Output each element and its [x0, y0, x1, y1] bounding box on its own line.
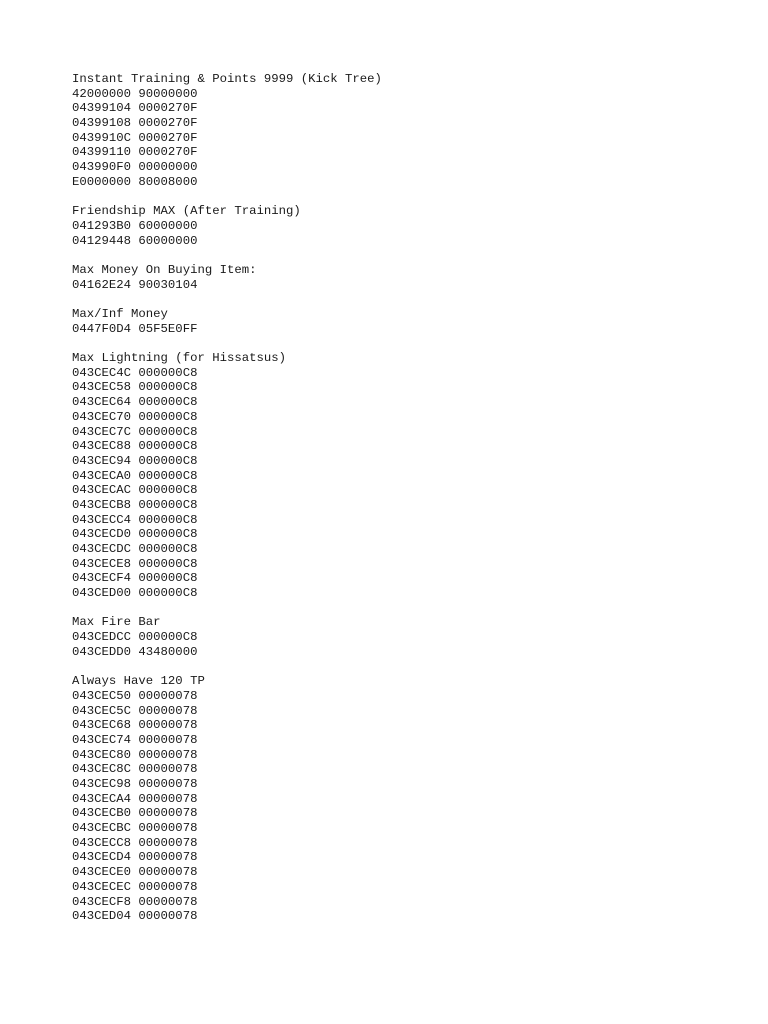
code-line: 043CECDC 000000C8	[72, 542, 198, 556]
code-line: 043CEC4C 000000C8	[72, 365, 198, 380]
code-line: 043CEC98 00000078	[72, 777, 198, 791]
code-line: 043CECA4 00000078	[72, 791, 198, 806]
code-line: 043CEC5C 00000078	[72, 703, 198, 718]
code-line: 043CEC64 000000C8	[72, 395, 198, 410]
code-line: 043CECD4 00000078	[72, 850, 198, 865]
section-title: Always Have 120 TP	[72, 674, 205, 689]
code-line: 043CED04 00000078	[72, 909, 198, 924]
code-section	[72, 674, 712, 924]
code-line: 04399104 0000270F	[72, 101, 198, 116]
code-line: 043CECF4 000000C8	[72, 571, 198, 586]
code-line: 043CECAC 000000C8	[72, 483, 198, 498]
code-line: 043CECE0 00000078	[72, 865, 198, 880]
code-line: 043CEC88 000000C8	[72, 439, 198, 454]
section-title: Max Lightning (for Hissatsus)	[72, 351, 287, 366]
code-line: 043CEDCC 000000C8	[72, 630, 198, 645]
code-section	[72, 307, 712, 336]
code-line: 043CEDD0 43480000	[72, 644, 198, 659]
code-line: 043CECC4 000000C8	[72, 512, 198, 527]
code-line: 041293B0 60000000	[72, 218, 198, 233]
code-line: E0000000 80008000	[72, 174, 198, 189]
code-line: 043990F0 00000000	[72, 160, 198, 175]
code-line: 043CECE8 000000C8	[72, 556, 198, 571]
code-line: 043CECBC 00000078	[72, 821, 198, 836]
code-line: 043CECA0 000000C8	[72, 468, 198, 483]
code-line: 043CEC7C 000000C8	[72, 424, 198, 439]
code-line: 0439910C 0000270F	[72, 130, 198, 145]
code-line: 043CECC8 00000078	[72, 835, 198, 850]
code-line: 043CEC58 000000C8	[72, 380, 198, 395]
section-title: Instant Training & Points 9999 (Kick Tree)	[72, 72, 382, 86]
code-line: 043CEC70 000000C8	[72, 409, 198, 424]
cheat-code-document	[72, 72, 712, 939]
code-line: 043CED00 000000C8	[72, 586, 198, 601]
code-line: 043CECEC 00000078	[72, 879, 198, 894]
code-line: 04399110 0000270F	[72, 145, 198, 160]
code-line: 043CEC74 00000078	[72, 732, 198, 747]
code-line: 043CECB8 000000C8	[72, 497, 198, 512]
code-line: 04129448 60000000	[72, 233, 198, 248]
section-title: Max Fire Bar	[72, 615, 161, 630]
section-title: Max/Inf Money	[72, 307, 168, 321]
code-line: 043CEC8C 00000078	[72, 762, 198, 777]
section-title: Friendship MAX (After Training)	[72, 204, 301, 219]
code-line: 0447F0D4 05F5E0FF	[72, 321, 198, 336]
code-line: 42000000 90000000	[72, 86, 198, 101]
code-line: 043CEC94 000000C8	[72, 453, 198, 468]
code-line: 04399108 0000270F	[72, 116, 198, 131]
code-line: 043CEC68 00000078	[72, 718, 198, 733]
code-section	[72, 351, 712, 601]
code-section	[72, 72, 712, 190]
code-section	[72, 615, 712, 659]
code-line: 043CEC50 00000078	[72, 688, 198, 703]
section-title: Max Money On Buying Item:	[72, 262, 257, 277]
code-line: 043CECD0 000000C8	[72, 527, 198, 542]
code-section	[72, 204, 712, 248]
code-line: 043CEC80 00000078	[72, 747, 198, 762]
code-section	[72, 263, 712, 292]
code-line: 04162E24 90030104	[72, 277, 198, 292]
code-line: 043CECF8 00000078	[72, 894, 198, 909]
code-line: 043CECB0 00000078	[72, 806, 198, 821]
